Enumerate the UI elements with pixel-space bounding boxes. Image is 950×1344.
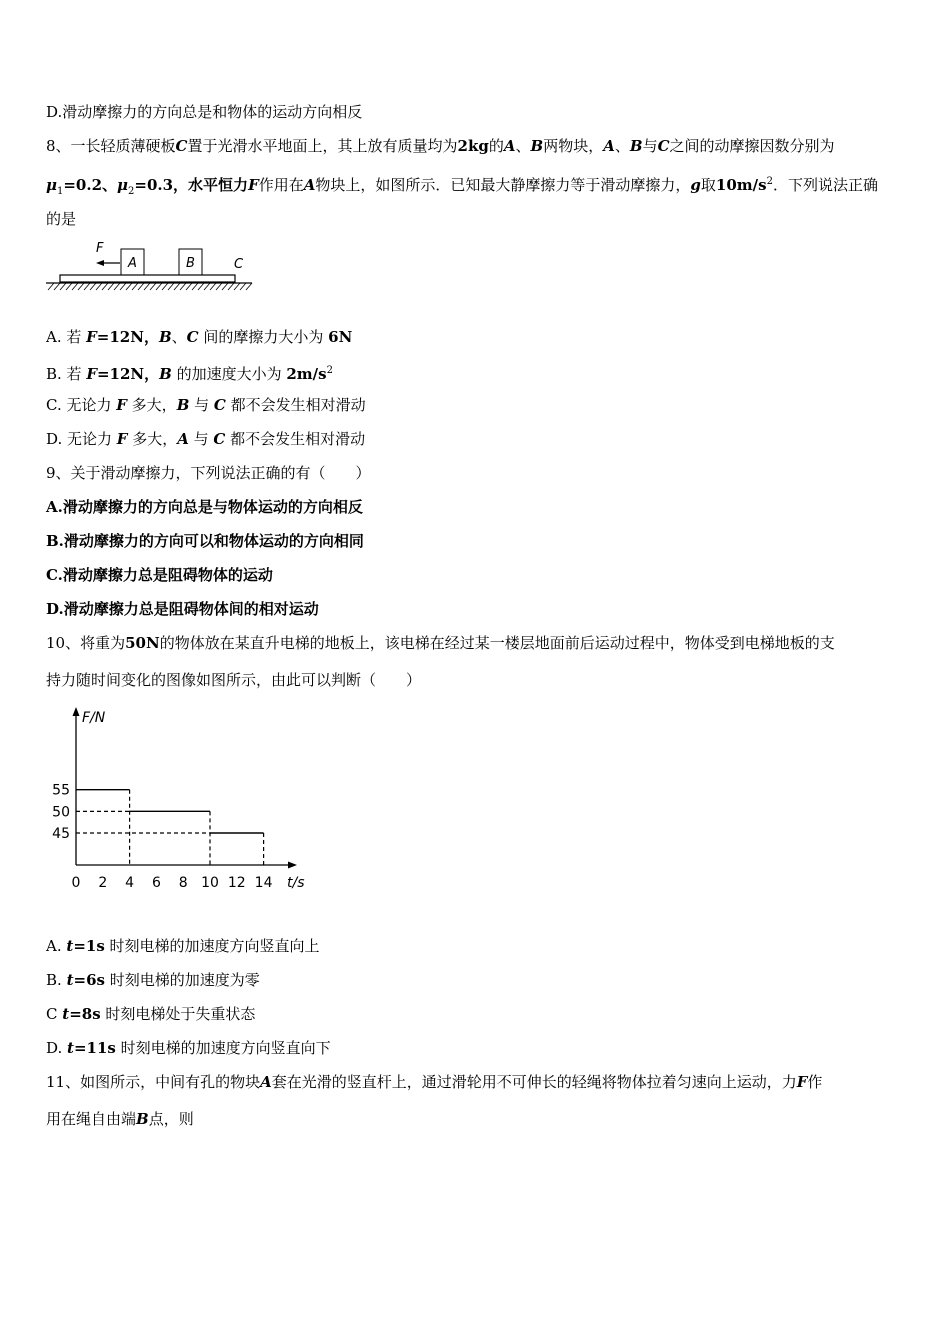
q7-option-d: D.滑动摩擦力的方向总是和物体的运动方向相反 [46, 103, 363, 121]
q10-option-b: B. t=6s 时刻电梯的加速度为零 [46, 971, 260, 989]
x-tick-label-6: 6 [151, 875, 161, 891]
q8-stem-line1: 8、一长轻质薄硬板C置于光滑水平地面上，其上放有质量均为2kg的A、B两物块，A、B与C之间的动摩擦因数分别为 [46, 137, 835, 155]
q9-option-a: A.滑动摩擦力的方向总是与物体运动的方向相反 [46, 498, 363, 516]
x-tick-label-12: 12 [227, 875, 246, 891]
force-f-label [96, 241, 104, 256]
block-a-label: A [128, 256, 137, 271]
q8-option-b: B. 若 F=12N，B 的加速度大小为 $2m/s^2$ [46, 365, 333, 383]
q9-option-d: D.滑动摩擦力总是阻碍物体间的相对运动 [46, 600, 319, 618]
y-tick-label-50: 50 [52, 804, 70, 821]
board-c [60, 275, 235, 282]
x-axis-arrow [288, 862, 297, 869]
ground-hatching [48, 283, 252, 290]
q10-option-c: C t=8s 时刻电梯处于失重状态 [46, 1005, 256, 1023]
force-arrow-head [96, 260, 104, 266]
board-c-label: C [234, 257, 244, 272]
q8-option-a: A. 若 F=12N，B、C 间的摩擦力大小为 6N [46, 328, 353, 346]
q10-stem-line2: 持力随时间变化的图像如图所示，由此可以判断（ ） [46, 671, 422, 689]
x-axis-label: t/s [287, 875, 305, 891]
x-tick-label-10: 10 [201, 875, 219, 891]
x-tick-label-0: 0 [71, 875, 81, 891]
x-tick-label-8: 8 [178, 875, 188, 891]
q9-option-c: C.滑动摩擦力总是阻碍物体的运动 [46, 566, 273, 584]
q10-stem-line1: 10、将重为50N的物体放在某直升电梯的地板上，该电梯在经过某一楼层地面前后运动过程中，物体受到电梯地板的支 [46, 634, 835, 652]
q10-option-a: A. t=1s 时刻电梯的加速度方向竖直向上 [46, 937, 320, 955]
x-tick-label-14: 14 [254, 875, 273, 891]
q8-figure [44, 238, 259, 296]
q11-stem-line2: 用在绳自由端B点，则 [46, 1110, 194, 1128]
q8-option-d: D. 无论力 F 多大，A 与 C 都不会发生相对滑动 [46, 430, 366, 448]
y-tick-label-45: 45 [52, 826, 70, 842]
q8-stem-line3: 的是 [46, 210, 77, 228]
y-tick-label-55: 55 [52, 782, 70, 799]
y-axis-arrow [73, 707, 80, 716]
q8-option-c: C. 无论力 F 多大，B 与 C 都不会发生相对滑动 [46, 396, 366, 414]
x-tick-label-2: 2 [98, 875, 108, 891]
q11-stem-line1: 11、如图所示，中间有孔的物块A套在光滑的竖直杆上，通过滑轮用不可伸长的轻绳将物体拉着匀速向上运动，力F作 [46, 1073, 823, 1091]
block-b-label: B [186, 256, 195, 271]
x-tick-label-4: 4 [125, 875, 135, 891]
svg-text:F: F [96, 241, 104, 256]
q10-option-d: D. t=11s 时刻电梯的加速度方向竖直向下 [46, 1039, 331, 1057]
q9-stem: 9、关于滑动摩擦力，下列说法正确的有（ ） [46, 464, 371, 482]
q8-stem-line2: $\mu_1=0.2$、$\mu_2=0.3$，水平恒力F作用在A物块上，如图所示．已知最大静摩擦力等于滑动摩擦力，g取$10m/s^2$．下列说法正确 [46, 176, 878, 197]
q10-force-time-chart [44, 702, 314, 898]
y-axis-label: F/N [82, 710, 106, 726]
q9-option-b: B.滑动摩擦力的方向可以和物体运动的方向相同 [46, 532, 364, 550]
